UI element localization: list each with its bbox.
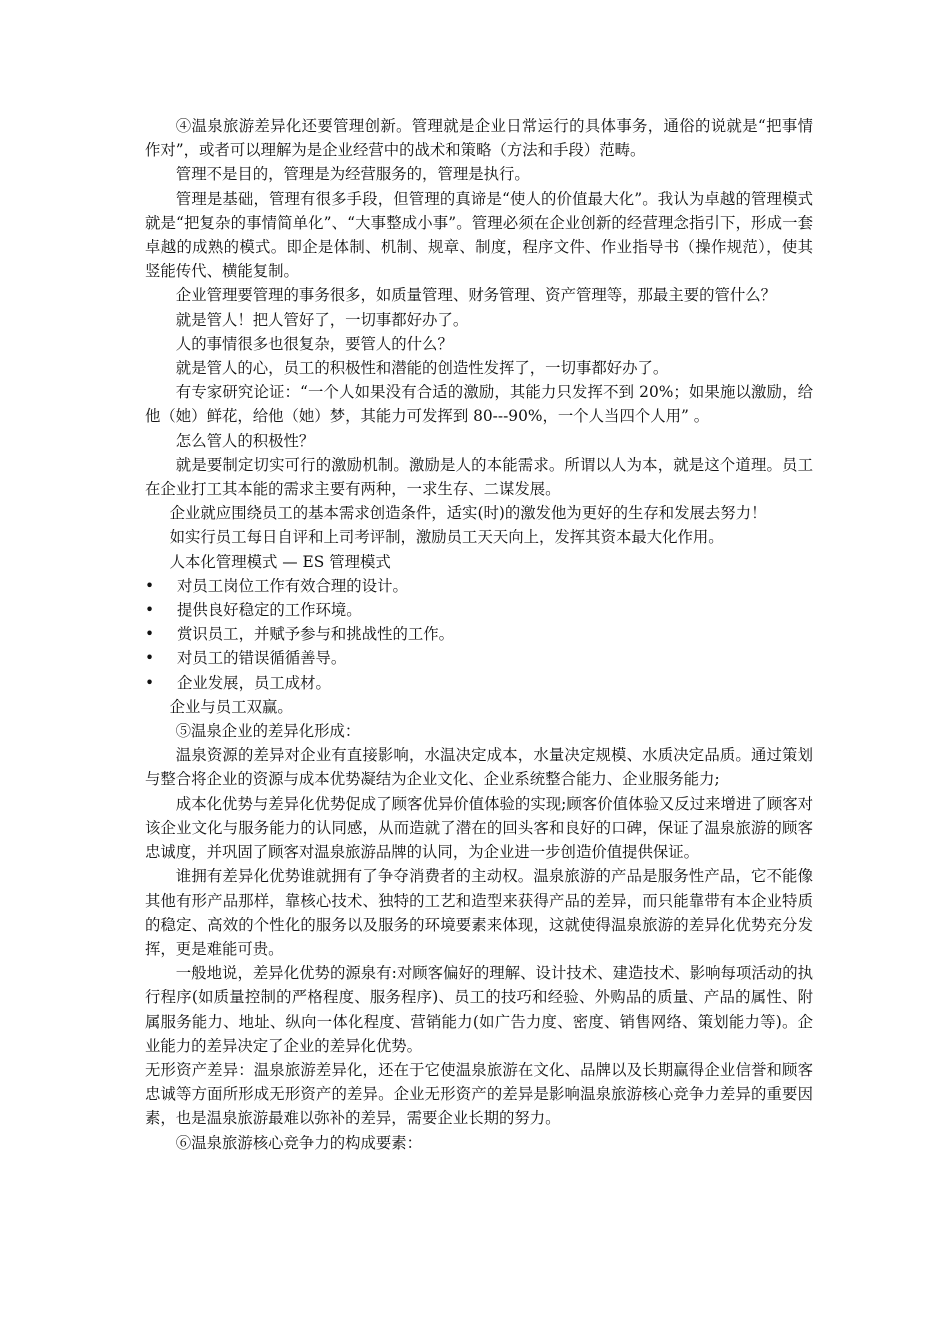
paragraph-management-purpose: 管理不是目的，管理是为经营服务的，管理是执行。 [175,165,530,184]
es-model-list [145,574,813,695]
document-page [145,114,813,1155]
bullet-icon: • [145,649,155,668]
paragraph-expert-research: 有专家研究论证：“一个人如果没有合适的激励，其能力只发挥不到 20%；如果施以激励，给他（她）鲜花，给他（她）梦，其能力可发挥到 80---90%，一个人当四个人用” 。 [145,383,813,426]
list-item [145,598,813,622]
paragraph-differentiation-advantage: 谁拥有差异化优势谁就拥有了争夺消费者的主动权。温泉旅游的产品是服务性产品，它不能像其他有形产品那样，靠核心技术、独特的工艺和造型来获得产品的差异，而只能靠带有本企业特质的稳定、高效的个性化的服务以及服务的环境要素来体现，这就使得温泉旅游的差异化优势充分发挥，更是难能可贵。 [145,867,813,958]
paragraph-win-win: 企业与员工双赢。 [169,697,293,716]
list-item [145,574,813,598]
bullet-icon: • [145,625,155,644]
bullet-icon: • [145,673,155,692]
list-item-text: 对员工岗位工作有效合理的设计。 [177,576,408,595]
paragraph-management-foundation: 管理是基础，管理有很多手段，但管理的真谛是“使人的价值最大化”。我认为卓越的管理模式就是“把复杂的事情简单化”、“大事整成小事”。管理必须在企业创新的经营理念指引下，形成一套卓越的成熟的模式。即企是体制、机制、规章、制度，程序文件、作业指导书（操作规范），使其竖能传代、横能复制。 [145,189,813,281]
paragraph-question-people: 人的事情很多也很复杂，要管人的什么？ [175,334,453,353]
list-item [145,646,813,670]
paragraph-sources-of-advantage: 一般地说，差异化优势的源泉有:对顾客偏好的理解、设计技术、建造技术、影响每项活动的执行程序(如质量控制的严格程度、服务程序)、员工的技巧和经验、外购品的质量、产品的属性、附属服务能力、地址、纵向一体化程度、营销能力(如广告力度、密度、销售网络、策划能力等)。企业能力的差异决定了企业的差异化优势。 [145,964,813,1055]
paragraph-management-innovation: ④温泉旅游差异化还要管理创新。管理就是企业日常运行的具体事务，通俗的说就是“把事情作对”，或者可以理解为是企业经营中的战术和策略（方法和手段）范畴。 [145,117,813,160]
paragraph-cost-advantage: 成本化优势与差异化优势促成了顾客优异价值体验的实现;顾客价值体验又反过来增进了顾客对该企业文化与服务能力的认同感，从而造就了潜在的回头客和良好的口碑，保证了温泉旅游的顾客忠诚度，并巩固了顾客对温泉旅游品牌的认同，为企业进一步创造价值提供保证。 [145,794,813,862]
list-item [145,622,813,646]
list-item-text: 企业发展，员工成材。 [177,673,331,692]
section-heading-core-competence: ⑥温泉旅游核心竞争力的构成要素： [175,1133,423,1152]
list-item [145,671,813,695]
paragraph-employee-needs: 企业就应围绕员工的基本需求创造条件，适实(时)的激发他为更好的生存和发展去努力！ [169,504,767,523]
section-heading-differentiation: ⑤温泉企业的差异化形成： [175,722,361,741]
list-item-text: 对员工的错误循循善导。 [177,649,347,668]
paragraph-manage-people: 就是管人！把人管好了，一切事都好办了。 [175,310,469,329]
paragraph-question-motivation: 怎么管人的积极性？ [175,431,315,450]
paragraph-manage-heart: 就是管人的心，员工的积极性和潜能的创造性发挥了，一切事都好办了。 [175,359,669,378]
paragraph-evaluation-system: 如实行员工每日自评和上司考评制，激励员工天天向上，发挥其资本最大化作用。 [169,528,724,547]
list-item-text: 提供良好稳定的工作环境。 [177,601,362,620]
paragraph-intangible-assets: 无形资产差异：温泉旅游差异化，还在于它使温泉旅游在文化、品牌以及长期赢得企业信誉和顾客忠诚等方面所形成无形资产的差异。企业无形资产的差异是影响温泉旅游核心竞争力差异的重要因素，也是温泉旅游最难以弥补的差异，需要企业长期的努力。 [145,1060,813,1128]
paragraph-what-to-manage: 企业管理要管理的事务很多，如质量管理、财务管理、资产管理等，那最主要的管什么？ [175,286,777,305]
paragraph-resource-difference: 温泉资源的差异对企业有直接影响，水温决定成本，水量决定规模、水质决定品质。通过策划与整合将企业的资源与成本优势凝结为企业文化、企业系统整合能力、企业服务能力; [145,746,813,789]
bullet-icon: • [145,601,155,620]
paragraph-es-model-heading: 人本化管理模式 — ES 管理模式 [169,552,391,571]
list-item-text: 赏识员工，并赋予参与和挑战性的工作。 [177,625,455,644]
bullet-icon: • [145,576,155,595]
paragraph-incentive-mechanism: 就是要制定切实可行的激励机制。激励是人的本能需求。所谓以人为本，就是这个道理。员工在企业打工其本能的需求主要有两种，一求生存、二谋发展。 [145,455,813,499]
